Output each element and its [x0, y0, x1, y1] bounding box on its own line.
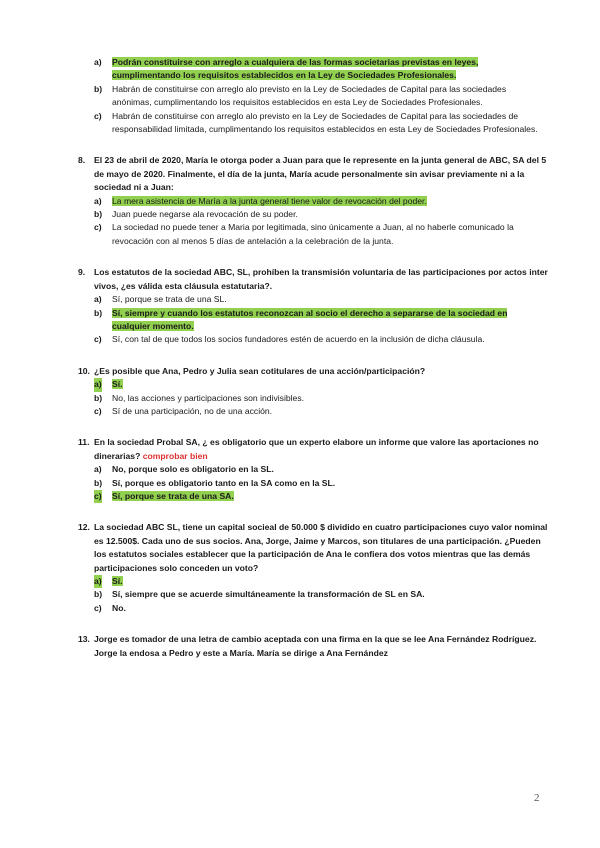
- option-b: b) Habrán de constituirse con arreglo alo previsto en la Ley de Sociedades de Capital para las sociedades anónimas, cumplimentando los requisitos establecidos en esta Ley de Sociedades Profesionales.: [94, 83, 507, 108]
- option-b: b) Sí, siempre que se acuerde simultáneamente la transformación de SL en SA.: [94, 589, 425, 600]
- option-a: a) Sí.: [78, 575, 548, 588]
- option-c: c) Sí, con tal de que todos los socios fundadores estén de acuerdo en la inclusión de dicha cláusula.: [94, 334, 485, 345]
- correct-answer: Sí, porque se trata de una SA.: [112, 490, 234, 501]
- option-b: b) Juan puede negarse ala revocación de su poder.: [94, 209, 298, 220]
- question-12-options: [78, 575, 548, 615]
- option-c: c) Sí, porque se trata de una SA.: [78, 490, 548, 503]
- correct-answer: Sí.: [112, 379, 123, 390]
- option-b: b) No, las acciones y participaciones son indivisibles.: [94, 392, 305, 403]
- option-a: a) No, porque solo es obligatorio en la SL.: [94, 464, 274, 475]
- option-b: b) Sí, siempre y cuando los estatutos reconozcan al socio el derecho a separarse de la sociedad en cualquier momento.: [94, 307, 508, 331]
- option-c: c) Sí de una participación, no de una acción.: [94, 405, 273, 416]
- question-10-options: [78, 378, 548, 418]
- option-c: c) No.: [94, 602, 126, 613]
- review-note: comprobar bien: [142, 450, 208, 461]
- question-8: 8. El 23 de abril de 2020, María le otorga poder a Juan para que le represente en la junta general de ABC, SA del 5 de mayo de 2020. Finalmente, el día de la junta, María acude personalmente sin avisar previamente ni a la sociedad ni a Juan:: [78, 155, 547, 193]
- correct-answer: Sí, siempre y cuando los estatutos reconozcan al socio el derecho a separarse de la sociedad en cualquier momento.: [112, 307, 508, 331]
- correct-answer: La mera asistencia de María a la junta general tiene valor de revocación del poder.: [112, 195, 427, 206]
- page-number: 2: [534, 792, 540, 804]
- option-c: c) La sociedad no puede tener a Maria por legitimada, sino únicamente a Juan, al no haberle comunicado la revocación con al menos 5 días de antelación a la celebración de la junta.: [94, 222, 514, 246]
- option-b: b) Sí, porque es obligatorio tanto en la SA como en la SL.: [94, 477, 336, 488]
- question-12: 12. La sociedad ABC SL, tiene un capital socieal de 50.000 $ dividido en cuatro participaciones cuyo valor nominal es 12.500$. Cada uno de sus socios. Ana, Jorge, Jaime y Marcos, son titulares de una participación. ¿Pueden los estatutos sociales establecer que la participación de Ana le confiera dos votos mientras que las demás participaciones solo conceden un voto?: [78, 522, 548, 573]
- page-content: [78, 56, 548, 660]
- question-9-options: [78, 293, 548, 347]
- option-a: a) La mera asistencia de María a la junta general tiene valor de revocación del poder.: [94, 195, 427, 206]
- option-a: a) Sí.: [78, 378, 548, 391]
- option-a: a) Podrán constituirse con arreglo a cualquiera de las formas societarias previstas en leyes, cumplimentando los requisitos establecidos en la Ley de Sociedades Profesionales.: [94, 57, 479, 81]
- question-8-options: [78, 195, 548, 249]
- prev-question-options: [78, 56, 548, 136]
- option-a: a) Sí, porque se trata de una SL.: [94, 294, 227, 305]
- option-c: c) Habrán de constituirse con arreglo alo previsto en la Ley de Sociedades de Capital para las sociedades de responsabilidad limitada, cumplimentando los requisitos establecidos en esta Ley de Sociedades Profesionales.: [94, 110, 538, 135]
- question-11: 11. En la sociedad Probal SA, ¿ es obligatorio que un experto elabore un informe que valore las aportaciones no dinerarias? comprobar bien: [78, 437, 539, 461]
- correct-answer: Podrán constituirse con arreglo a cualquiera de las formas societarias previstas en leyes, cumplimentando los requisitos establecidos en la Ley de Sociedades Profesionales.: [112, 57, 479, 81]
- question-11-options: [78, 463, 548, 503]
- question-9: 9. Los estatutos de la sociedad ABC, SL, prohíben la transmisión voluntaria de las participaciones por actos inter vivos, ¿es válida esta cláusula estatutaria?.: [78, 267, 548, 291]
- question-10: 10. ¿Es posible que Ana, Pedro y Julia sean cotitulares de una acción/participación?: [78, 365, 426, 376]
- question-13: 13. Jorge es tomador de una letra de cambio aceptada con una firma en la que se lee Ana Fernández Rodríguez. Jorge la endosa a Pedro y este a María. María se dirige a Ana Fernández: [78, 634, 537, 658]
- correct-answer: Sí.: [112, 576, 123, 586]
